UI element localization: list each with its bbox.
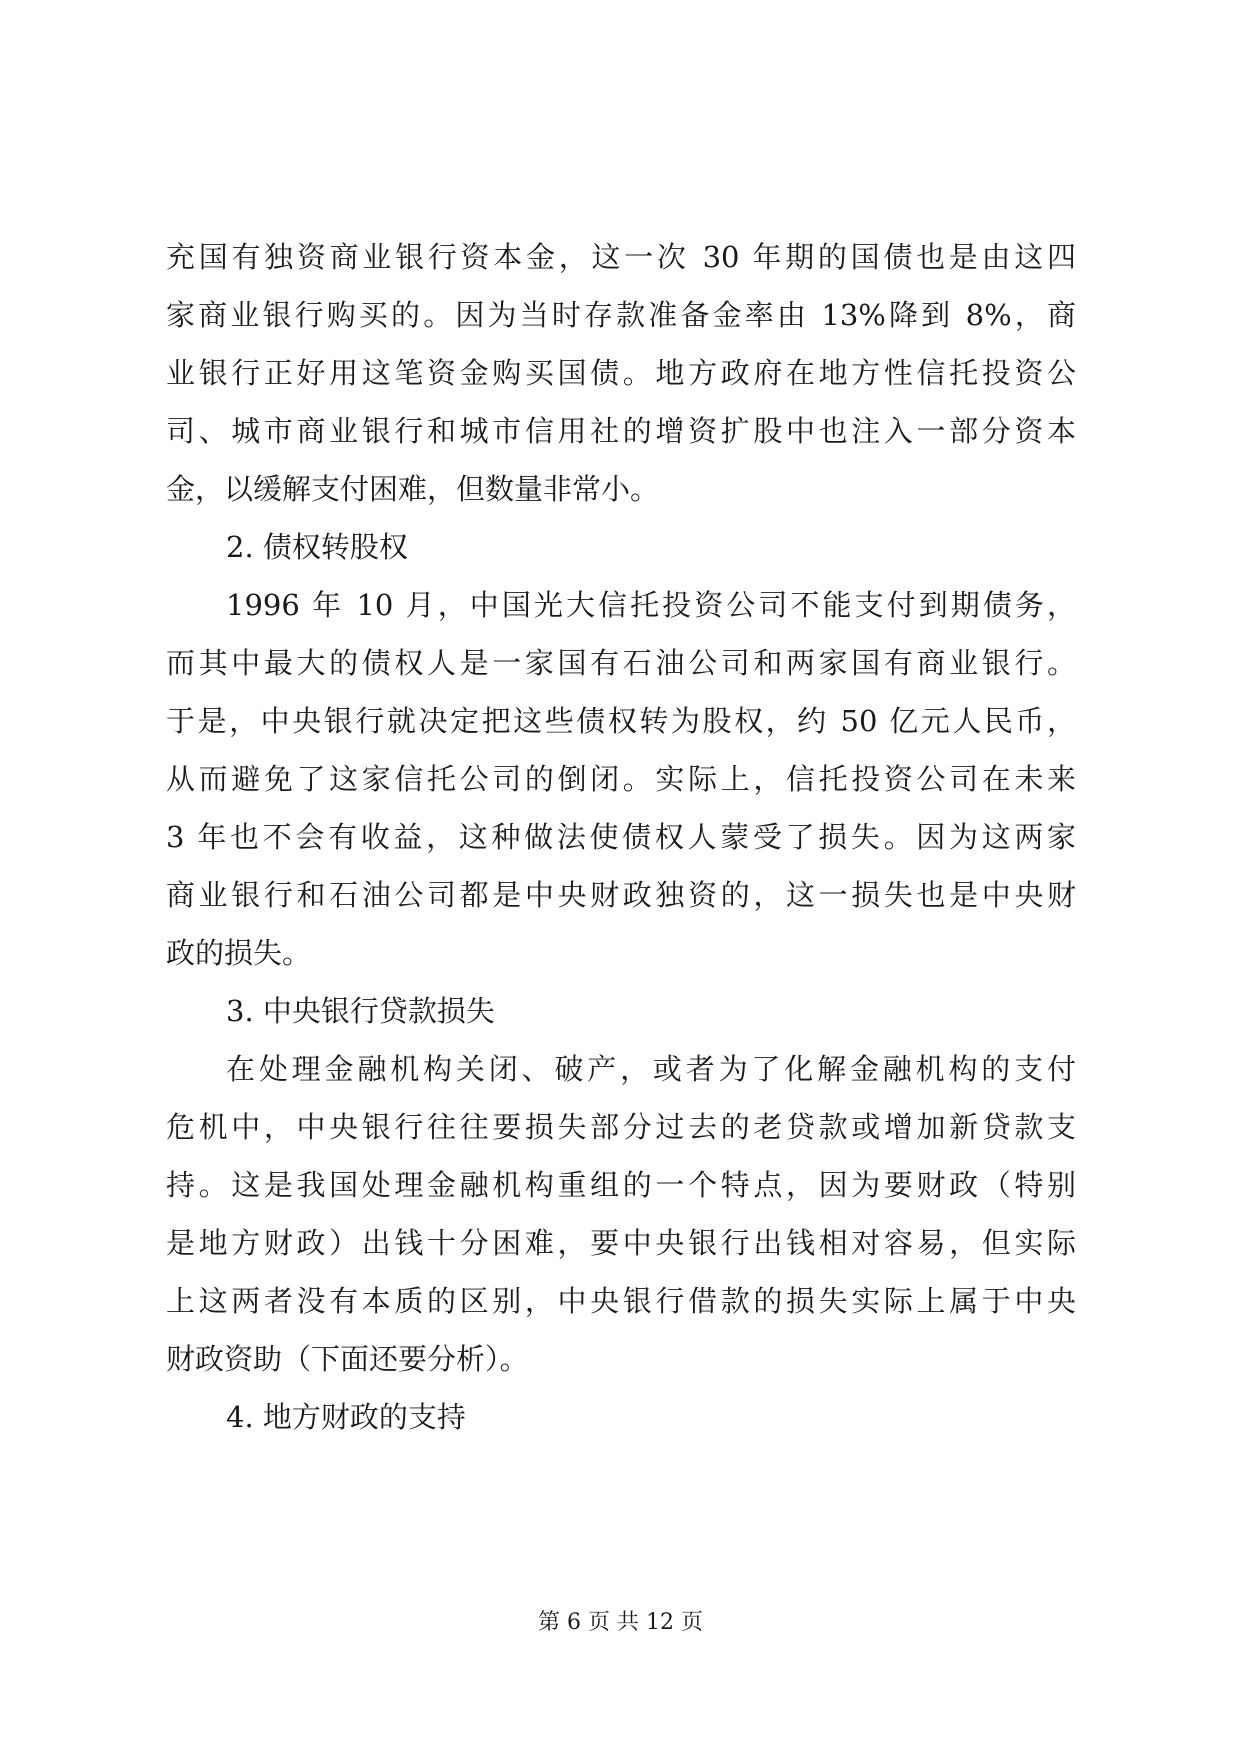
text-line-4: 司、城市商业银行和城市信用社的增资扩股中也注入一部分资本 [166,414,1076,448]
document-body [166,228,1076,1446]
text-line-8: 而其中最大的债权人是一家国有石油公司和两家国有商业银行。 [166,646,1076,680]
section-heading-2: 2. 债权转股权 [226,530,408,564]
text-line-19: 上这两者没有本质的区别，中央银行借款的损失实际上属于中央 [166,1284,1076,1318]
text-line-1: 充国有独资商业银行资本金，这一次 30 年期的国债也是由这四 [166,240,1076,274]
text-line-16: 危机中，中央银行往往要损失部分过去的老贷款或增加新贷款支 [166,1110,1076,1144]
text-line-17: 持。这是我国处理金融机构重组的一个特点，因为要财政（特别 [166,1168,1076,1202]
text-line-3: 业银行正好用这笔资金购买国债。地方政府在地方性信托投资公 [166,356,1076,390]
text-line-10: 从而避免了这家信托公司的倒闭。实际上，信托投资公司在未来 [166,762,1076,796]
text-line-18: 是地方财政）出钱十分困难，要中央银行出钱相对容易，但实际 [166,1226,1076,1260]
text-line-7: 1996 年 10 月，中国光大信托投资公司不能支付到期债务， [226,588,1076,622]
text-line-11: 3 年也不会有收益，这种做法使债权人蒙受了损失。因为这两家 [166,820,1076,854]
text-line-9: 于是，中央银行就决定把这些债权转为股权，约 50 亿元人民币， [166,704,1076,738]
section-heading-4: 4. 地方财政的支持 [226,1400,466,1434]
text-line-5: 金，以缓解支付困难，但数量非常小。 [166,472,660,506]
text-line-2: 家商业银行购买的。因为当时存款准备金率由 13%降到 8%，商 [166,298,1076,332]
text-line-12: 商业银行和石油公司都是中央财政独资的，这一损失也是中央财 [166,878,1076,912]
text-line-15: 在处理金融机构关闭、破产，或者为了化解金融机构的支付 [226,1052,1076,1086]
text-line-20: 财政资助（下面还要分析）。 [166,1342,529,1376]
section-heading-3: 3. 中央银行贷款损失 [226,994,495,1028]
text-line-13: 政的损失。 [166,936,312,970]
page-footer: 第 6 页 共 12 页 [538,1610,703,1635]
